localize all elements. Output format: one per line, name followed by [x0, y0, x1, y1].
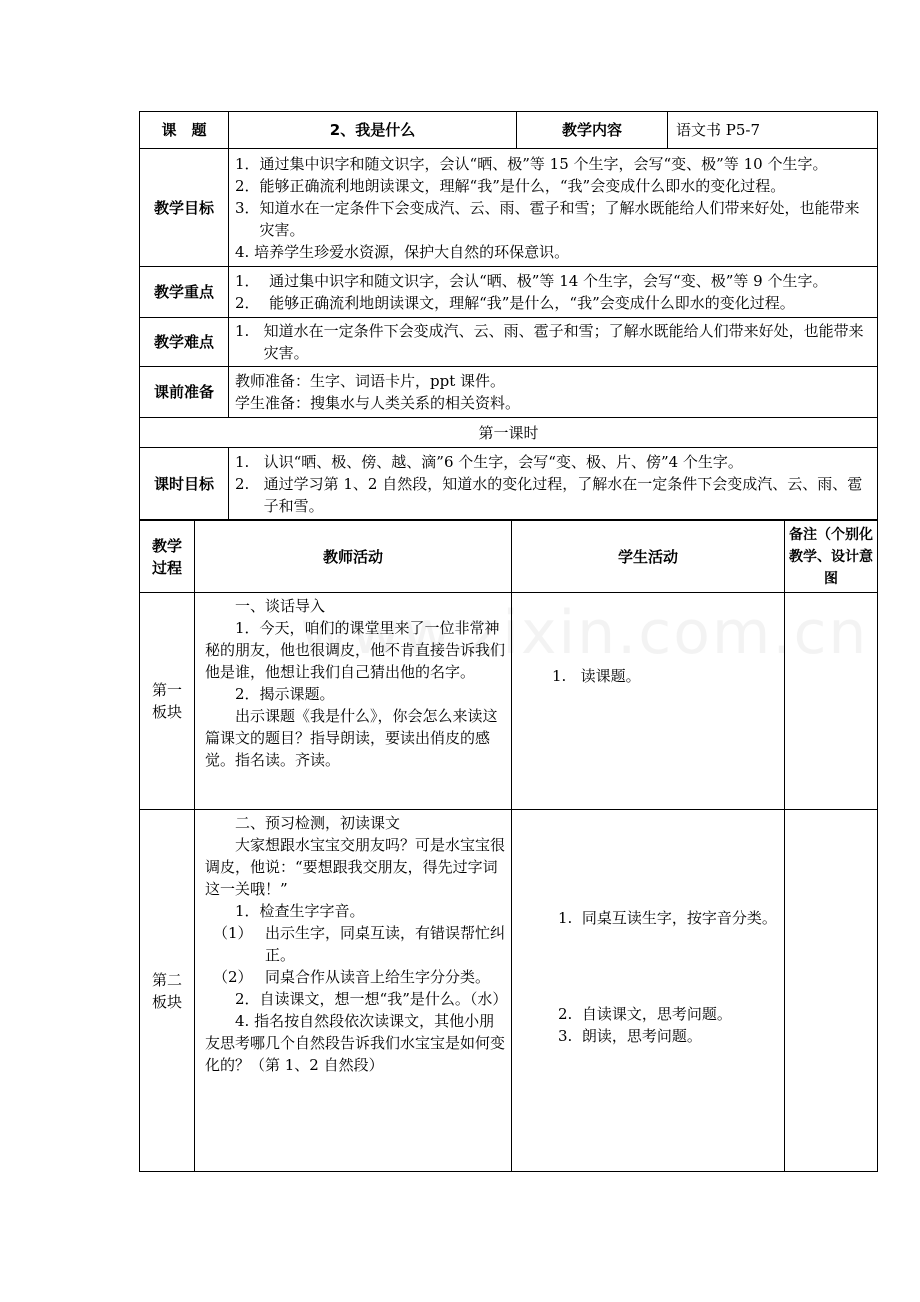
block-label: 第一板块	[140, 593, 195, 810]
process-label: 教学过程	[140, 521, 195, 593]
difficulty-item: 1. 知道水在一定条件下会变成汽、云、雨、雹子和雪；了解水既能给人们带来好处，也能带来灾害。	[235, 322, 864, 362]
block-row	[140, 810, 878, 1172]
section-heading: 二、预习检测，初读课文	[235, 814, 401, 832]
lesson-title: 第一课时	[140, 418, 878, 448]
header-row	[140, 112, 878, 149]
teacher-activity	[195, 810, 512, 1172]
goals-content	[229, 149, 878, 267]
student-item: 1. 同桌互读生字，按字音分类。	[558, 909, 777, 927]
student-item: 3. 朗读，思考问题。	[558, 1027, 702, 1045]
lesson-goal-item: 2. 通过学习第 1、2 自然段，知道水的变化过程，了解水在一定条件下会变成汽、云、雨、雹子和雪。	[235, 474, 863, 515]
goal-item: 3． 知道水在一定条件下会变成汽、云、雨、雹子和雪；了解水既能给人们带来好处，也能带来灾害。	[235, 198, 860, 239]
process-header-row	[140, 521, 878, 593]
goal-item: 2． 能够正确流利地朗读课文，理解“我”是什么，“我”会变成什么即水的变化过程。	[235, 176, 786, 195]
content-value: 语文书 P5-7	[668, 112, 878, 149]
sub-item: （2） 同桌合作从读音上给生字分分类。	[213, 968, 491, 986]
student-item: 1. 读课题。	[552, 667, 641, 685]
teacher-paragraph: 1．检查生字字音。	[235, 902, 365, 920]
teacher-paragraph: 2．自读课文，想一想“我”是什么。（水）	[235, 990, 508, 1008]
lesson-info-table	[139, 111, 878, 520]
goal-item: 1． 通过集中识字和随文识字，会认“晒、极”等 15 个生字，会写“变、极”等 10 个生字。	[235, 154, 828, 173]
difficulties-content	[229, 318, 878, 367]
teacher-paragraph: 4. 指名按自然段依次读课文，其他小朋友思考哪几个自然段告诉我们水宝宝是如何变化的？（第 1、2 自然段）	[205, 1012, 506, 1074]
note-cell	[785, 593, 878, 810]
teacher-paragraph: 1．今天，咱们的课堂里来了一位非常神秘的朋友，他也很调皮，他不肯直接告诉我们他是谁，他想让我们自己猜出他的名字。	[205, 619, 506, 681]
goals-row	[140, 149, 878, 267]
teacher-paragraph: 出示课题《我是什么》，你会怎么来读这篇课文的题目？指导朗读，要读出俏皮的感觉。指名读。齐读。	[205, 707, 498, 769]
difficulties-row	[140, 318, 878, 367]
key-point-item: 2． 能够正确流利地朗读课文，理解“我”是什么，“我”会变成什么即水的变化过程。	[235, 294, 795, 312]
goal-item: 4. 培养学生珍爱水资源，保护大自然的环保意识。	[235, 242, 570, 261]
section-heading: 一、谈话导入	[235, 597, 326, 615]
student-activity	[512, 593, 785, 810]
lesson-goals-label: 课时目标	[140, 448, 229, 520]
process-table	[139, 520, 878, 1172]
key-points-label: 教学重点	[140, 267, 229, 318]
key-points-content	[229, 267, 878, 318]
student-preparation: 学生准备：搜集水与人类关系的相关资料。	[235, 394, 521, 412]
preparation-row	[140, 367, 878, 418]
teacher-activity-header: 教师活动	[195, 521, 512, 593]
preparation-content	[229, 367, 878, 418]
lesson-title-row	[140, 418, 878, 448]
block-row	[140, 593, 878, 810]
goals-label: 教学目标	[140, 149, 229, 267]
note-cell	[785, 810, 878, 1172]
teacher-paragraph: 大家想跟水宝宝交朋友吗？可是水宝宝很调皮，他说：“要想跟我交朋友，得先过字词这一关哦！”	[205, 836, 506, 898]
key-point-item: 1． 通过集中识字和随文识字，会认“晒、极”等 14 个生字，会写“变、极”等 9 个生字。	[235, 272, 828, 290]
topic-label: 课 题	[140, 112, 229, 149]
lesson-goal-item: 1. 认识“晒、极、傍、越、滴”6 个生字，会写“变、极、片、傍”4 个生字。	[235, 452, 743, 471]
block-label: 第二板块	[140, 810, 195, 1172]
lesson-goals-content	[229, 448, 878, 520]
student-activity-header: 学生活动	[512, 521, 785, 593]
preparation-label: 课前准备	[140, 367, 229, 418]
lesson-goals-row	[140, 448, 878, 520]
note-header: 备注（个别化教学、设计意图	[785, 521, 878, 593]
teacher-preparation: 教师准备：生字、词语卡片，ppt 课件。	[235, 372, 506, 390]
teacher-activity	[195, 593, 512, 810]
teacher-paragraph: 2．揭示课题。	[235, 685, 335, 703]
student-activity	[512, 810, 785, 1172]
key-points-row	[140, 267, 878, 318]
topic-value: 2、我是什么	[229, 112, 517, 149]
difficulties-label: 教学难点	[140, 318, 229, 367]
student-item: 2. 自读课文，思考问题。	[558, 1005, 732, 1023]
content-label: 教学内容	[517, 112, 668, 149]
sub-item: （1） 出示生字，同桌互读，有错误帮忙纠正。	[213, 924, 506, 964]
